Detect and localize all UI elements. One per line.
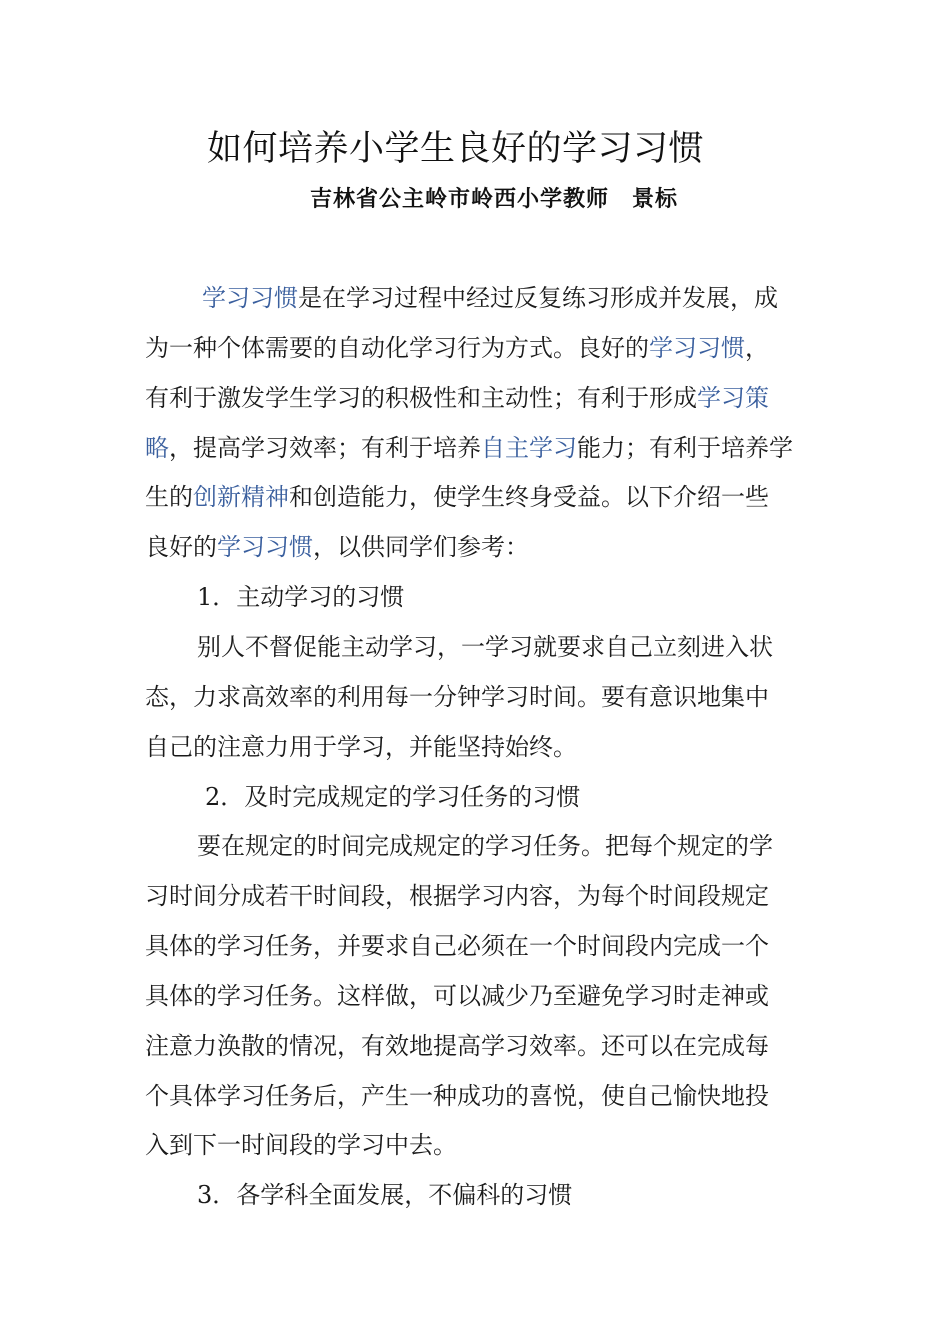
body-line [145,430,793,466]
body-text: ， [745,333,769,362]
body-line [145,928,769,964]
body-text: 2．及时完成规定的学习任务的习惯 [205,782,581,811]
term-link[interactable]: 略 [145,433,169,462]
body-line [145,1078,769,1114]
body-text: 和创造能力，使学生终身受益。以下介绍一些 [289,483,769,512]
body-line [197,1177,572,1213]
term-link[interactable]: 自主学习 [481,433,577,462]
body-line [145,479,769,515]
body-text: 注意力涣散的情况，有效地提高学习效率。还可以在完成每 [145,1031,769,1060]
body-text: ，以供同学们参考： [313,533,529,562]
body-line [145,1028,769,1064]
body-line [197,629,773,665]
body-text: 要在规定的时间完成规定的学习任务。把每个规定的学 [197,832,773,861]
body-text: 能力；有利于培养学 [577,433,793,462]
body-line [145,878,769,914]
body-line [197,579,404,615]
term-link[interactable]: 创新精神 [193,483,289,512]
body-text: 有利于激发学生学习的积极性和主动性；有利于形成 [145,383,697,412]
body-line [197,828,773,864]
body-line [145,679,769,715]
author-line: 吉林省公主岭市岭西小学教师 景标 [310,186,679,212]
body-text: 具体的学习任务，并要求自己必须在一个时间段内完成一个 [145,932,769,961]
body-text: 是在学习过程中经过反复练习形成并发展，成 [298,284,778,312]
body-text: 良好的 [145,533,217,562]
body-text: 习时间分成若干时间段，根据学习内容，为每个时间段规定 [145,882,769,911]
body-text: 具体的学习任务。这样做，可以减少乃至避免学习时走神或 [145,981,769,1010]
body-line [205,779,580,815]
body-text: 自己的注意力用于学习，并能坚持始终。 [145,732,577,761]
body-text: 1．主动学习的习惯 [197,583,405,612]
document-title: 如何培养小学生良好的学习习惯 [207,129,705,169]
body-text: 3．各学科全面发展，不偏科的习惯 [197,1181,573,1210]
body-text: ，提高学习效率；有利于培养 [169,433,481,462]
body-line [202,280,778,316]
body-line [145,380,769,416]
term-link[interactable]: 学习习惯 [649,333,745,362]
term-link[interactable]: 学习习惯 [217,533,313,562]
body-line [145,529,529,565]
term-link[interactable]: 学习策 [697,383,769,412]
body-text: 个具体学习任务后，产生一种成功的喜悦，使自己愉快地投 [145,1081,769,1110]
body-line [145,978,769,1014]
body-text: 入到下一时间段的学习中去。 [145,1131,457,1160]
body-line [145,729,577,765]
body-text: 态，力求高效率的利用每一分钟学习时间。要有意识地集中 [145,682,769,711]
body-line [145,1127,457,1163]
body-text: 生的 [145,483,193,512]
body-text: 别人不督促能主动学习，一学习就要求自己立刻进入状 [197,632,773,661]
body-text: 为一种个体需要的自动化学习行为方式。良好的 [145,333,649,362]
body-line [145,330,769,366]
term-link[interactable]: 学习习惯 [202,284,298,312]
